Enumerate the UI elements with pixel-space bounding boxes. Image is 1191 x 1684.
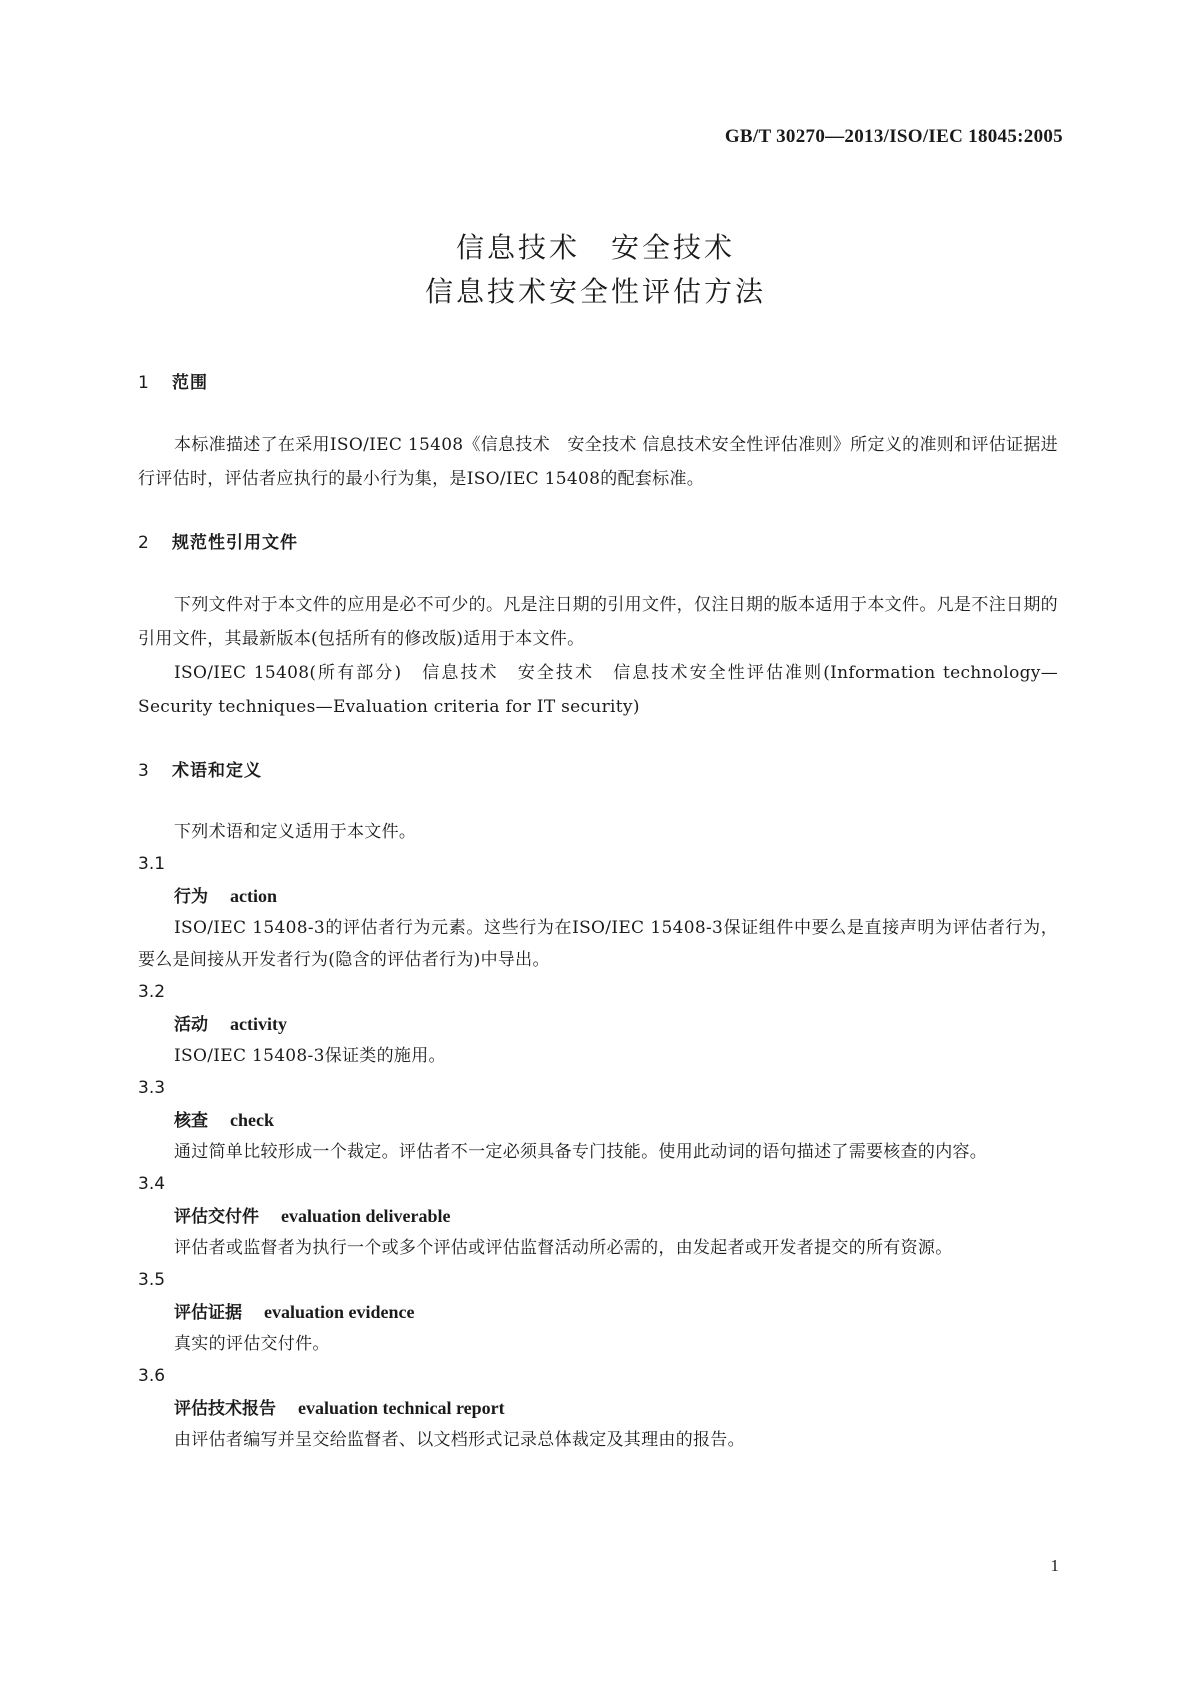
term-zh: 评估技术报告 [174,1399,276,1419]
document-title [0,226,1191,314]
term-en: activity [230,1014,287,1034]
terms-intro: 下列术语和定义适用于本文件。 [174,822,417,842]
term-definition: 真实的评估交付件。 [174,1334,330,1354]
term-definition: ISO/IEC 15408-3的评估者行为元素。这些行为在ISO/IEC 15408-3保证组件中要么是直接声明为评估者行为，要么是间接从开发者行为(隐含的评估者行为)中导出。 [138,918,1058,970]
term-entry [138,976,1058,1072]
term-zh: 核查 [174,1111,208,1131]
standard-code-header: GB/T 30270—2013/ISO/IEC 18045:2005 [724,126,1063,147]
term-name [138,880,1058,912]
term-en: action [230,886,277,906]
term-number: 3.6 [138,1366,166,1386]
term-number: 3.2 [138,982,166,1002]
term-en: evaluation deliverable [281,1206,451,1226]
title-line-2: 信息技术安全性评估方法 [424,275,766,308]
section-title: 规范性引用文件 [172,533,298,553]
section-heading-terms [138,756,1058,786]
section-heading-scope [138,368,1058,398]
references-paragraph-1: 下列文件对于本文件的应用是必不可少的。凡是注日期的引用文件，仅注日期的版本适用于本文件。凡是不注日期的引用文件，其最新版本(包括所有的修改版)适用于本文件。 [138,595,1058,649]
section-number: 2 [138,533,150,553]
term-zh: 行为 [174,887,208,907]
term-entry [138,1168,1058,1264]
term-zh: 评估交付件 [174,1207,259,1227]
scope-paragraph: 本标准描述了在采用ISO/IEC 15408《信息技术 安全技术 信息技术安全性评估准则》所定义的准则和评估证据进行评估时，评估者应执行的最小行为集，是ISO/IEC 15408的配套标准。 [138,435,1058,489]
term-name [138,1296,1058,1328]
term-zh: 活动 [174,1015,208,1035]
references-paragraph-2: ISO/IEC 15408(所有部分) 信息技术 安全技术 信息技术安全性评估准则(Information technology—Security techniques—Evaluation criteria for IT security) [138,663,1058,717]
term-definition: ISO/IEC 15408-3保证类的施用。 [174,1046,446,1066]
term-name [138,1200,1058,1232]
term-en: evaluation technical report [298,1398,505,1418]
term-entry [138,848,1058,976]
section-heading-references [138,528,1058,558]
term-definition: 由评估者编写并呈交给监督者、以文档形式记录总体裁定及其理由的报告。 [174,1430,745,1450]
term-zh: 评估证据 [174,1303,242,1323]
term-name [138,1008,1058,1040]
term-entry [138,1264,1058,1360]
term-name [138,1104,1058,1136]
term-definition: 通过简单比较形成一个裁定。评估者不一定必须具备专门技能。使用此动词的语句描述了需要核查的内容。 [174,1142,988,1162]
term-definition: 评估者或监督者为执行一个或多个评估或评估监督活动所必需的，由发起者或开发者提交的所有资源。 [174,1238,953,1258]
section-title: 范围 [172,373,208,393]
term-number: 3.3 [138,1078,166,1098]
title-line-1: 信息技术 安全技术 [455,231,735,264]
term-number: 3.1 [138,854,166,874]
section-number: 1 [138,373,150,393]
section-title: 术语和定义 [172,761,262,781]
term-number: 3.4 [138,1174,166,1194]
term-name [138,1392,1058,1424]
term-en: evaluation evidence [264,1302,415,1322]
section-number: 3 [138,761,150,781]
term-en: check [230,1110,274,1130]
term-entry [138,1072,1058,1168]
term-entry [138,1360,1058,1456]
page-number: 1 [1050,1556,1059,1575]
document-body [138,368,1058,1456]
term-number: 3.5 [138,1270,166,1290]
